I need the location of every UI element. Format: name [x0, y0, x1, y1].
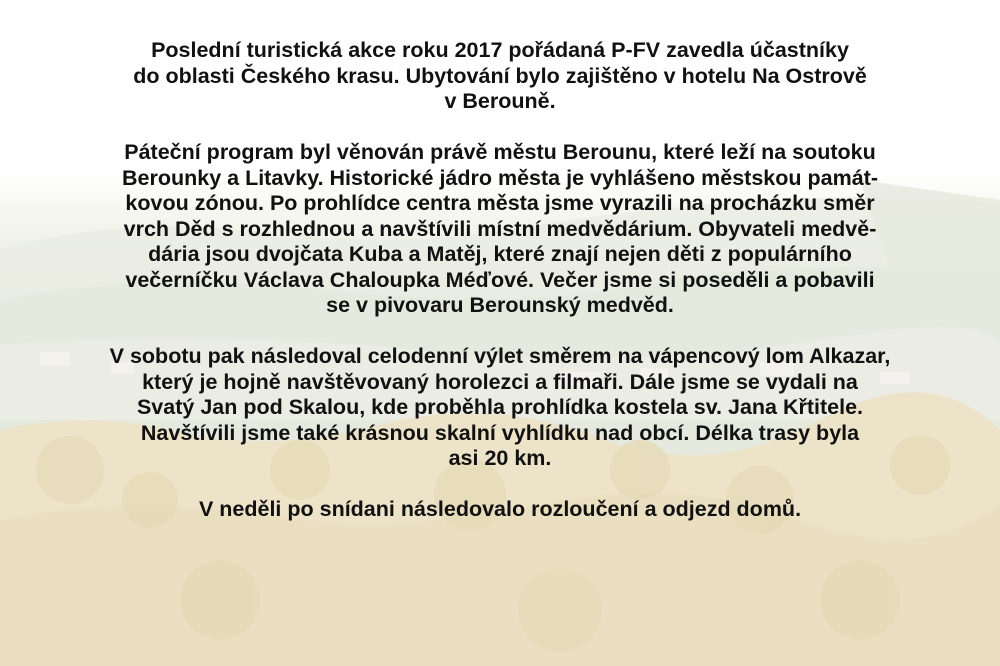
paragraph-sunday	[0, 497, 1000, 523]
text-line: který je hojně navštěvovaný horolezci a filmaři. Dále jsme se vydali na	[142, 369, 858, 394]
text-line: Páteční program byl věnován právě městu Berounu, které leží na soutoku	[124, 140, 876, 164]
text-line: kovou zónou. Po prohlídce centra města jsme vyrazili na procházku směr	[125, 191, 875, 215]
text-line: Navštívili jsme také krásnou skalní vyhlídku nad obcí. Délka trasy byla	[140, 420, 860, 445]
text-line: do oblasti Českého krasu. Ubytování bylo zajištěno v hotelu Na Ostrově	[133, 63, 867, 88]
text-line: dária jsou dvojčata Kuba a Matěj, které znají nejen děti z populárního	[148, 242, 852, 266]
text-line: V sobotu pak následoval celodenní výlet směrem na vápencový lom Alkazar,	[109, 344, 891, 368]
paragraph-friday	[0, 140, 1000, 319]
paragraph-saturday	[0, 344, 1000, 472]
text-line: se v pivovaru Berounský medvěd.	[326, 293, 674, 317]
text-line: Berounky a Litavky. Historické jádro města je vyhlášeno městskou památ-	[122, 165, 878, 190]
text-line: v Berouně.	[444, 89, 556, 113]
text-line: vrch Děd s rozhlednou a navštívili místní medvědárium. Obyvateli medvě-	[123, 216, 877, 241]
text-line: asi 20 km.	[448, 446, 552, 470]
text-line: Svatý Jan pod Skalou, kde proběhla prohlídka kostela sv. Jana Křtitele.	[136, 395, 864, 419]
paragraph-intro	[0, 38, 1000, 115]
text-line: V neděli po snídani následovalo rozloučení a odjezd domů.	[198, 497, 802, 521]
text-line: večerníčku Václava Chaloupka Méďové. Večer jsme si poseděli a pobavili	[125, 267, 875, 292]
article-text	[0, 38, 1000, 548]
text-line: Poslední turistická akce roku 2017 pořádaná P-FV zavedla účastníky	[151, 38, 849, 62]
